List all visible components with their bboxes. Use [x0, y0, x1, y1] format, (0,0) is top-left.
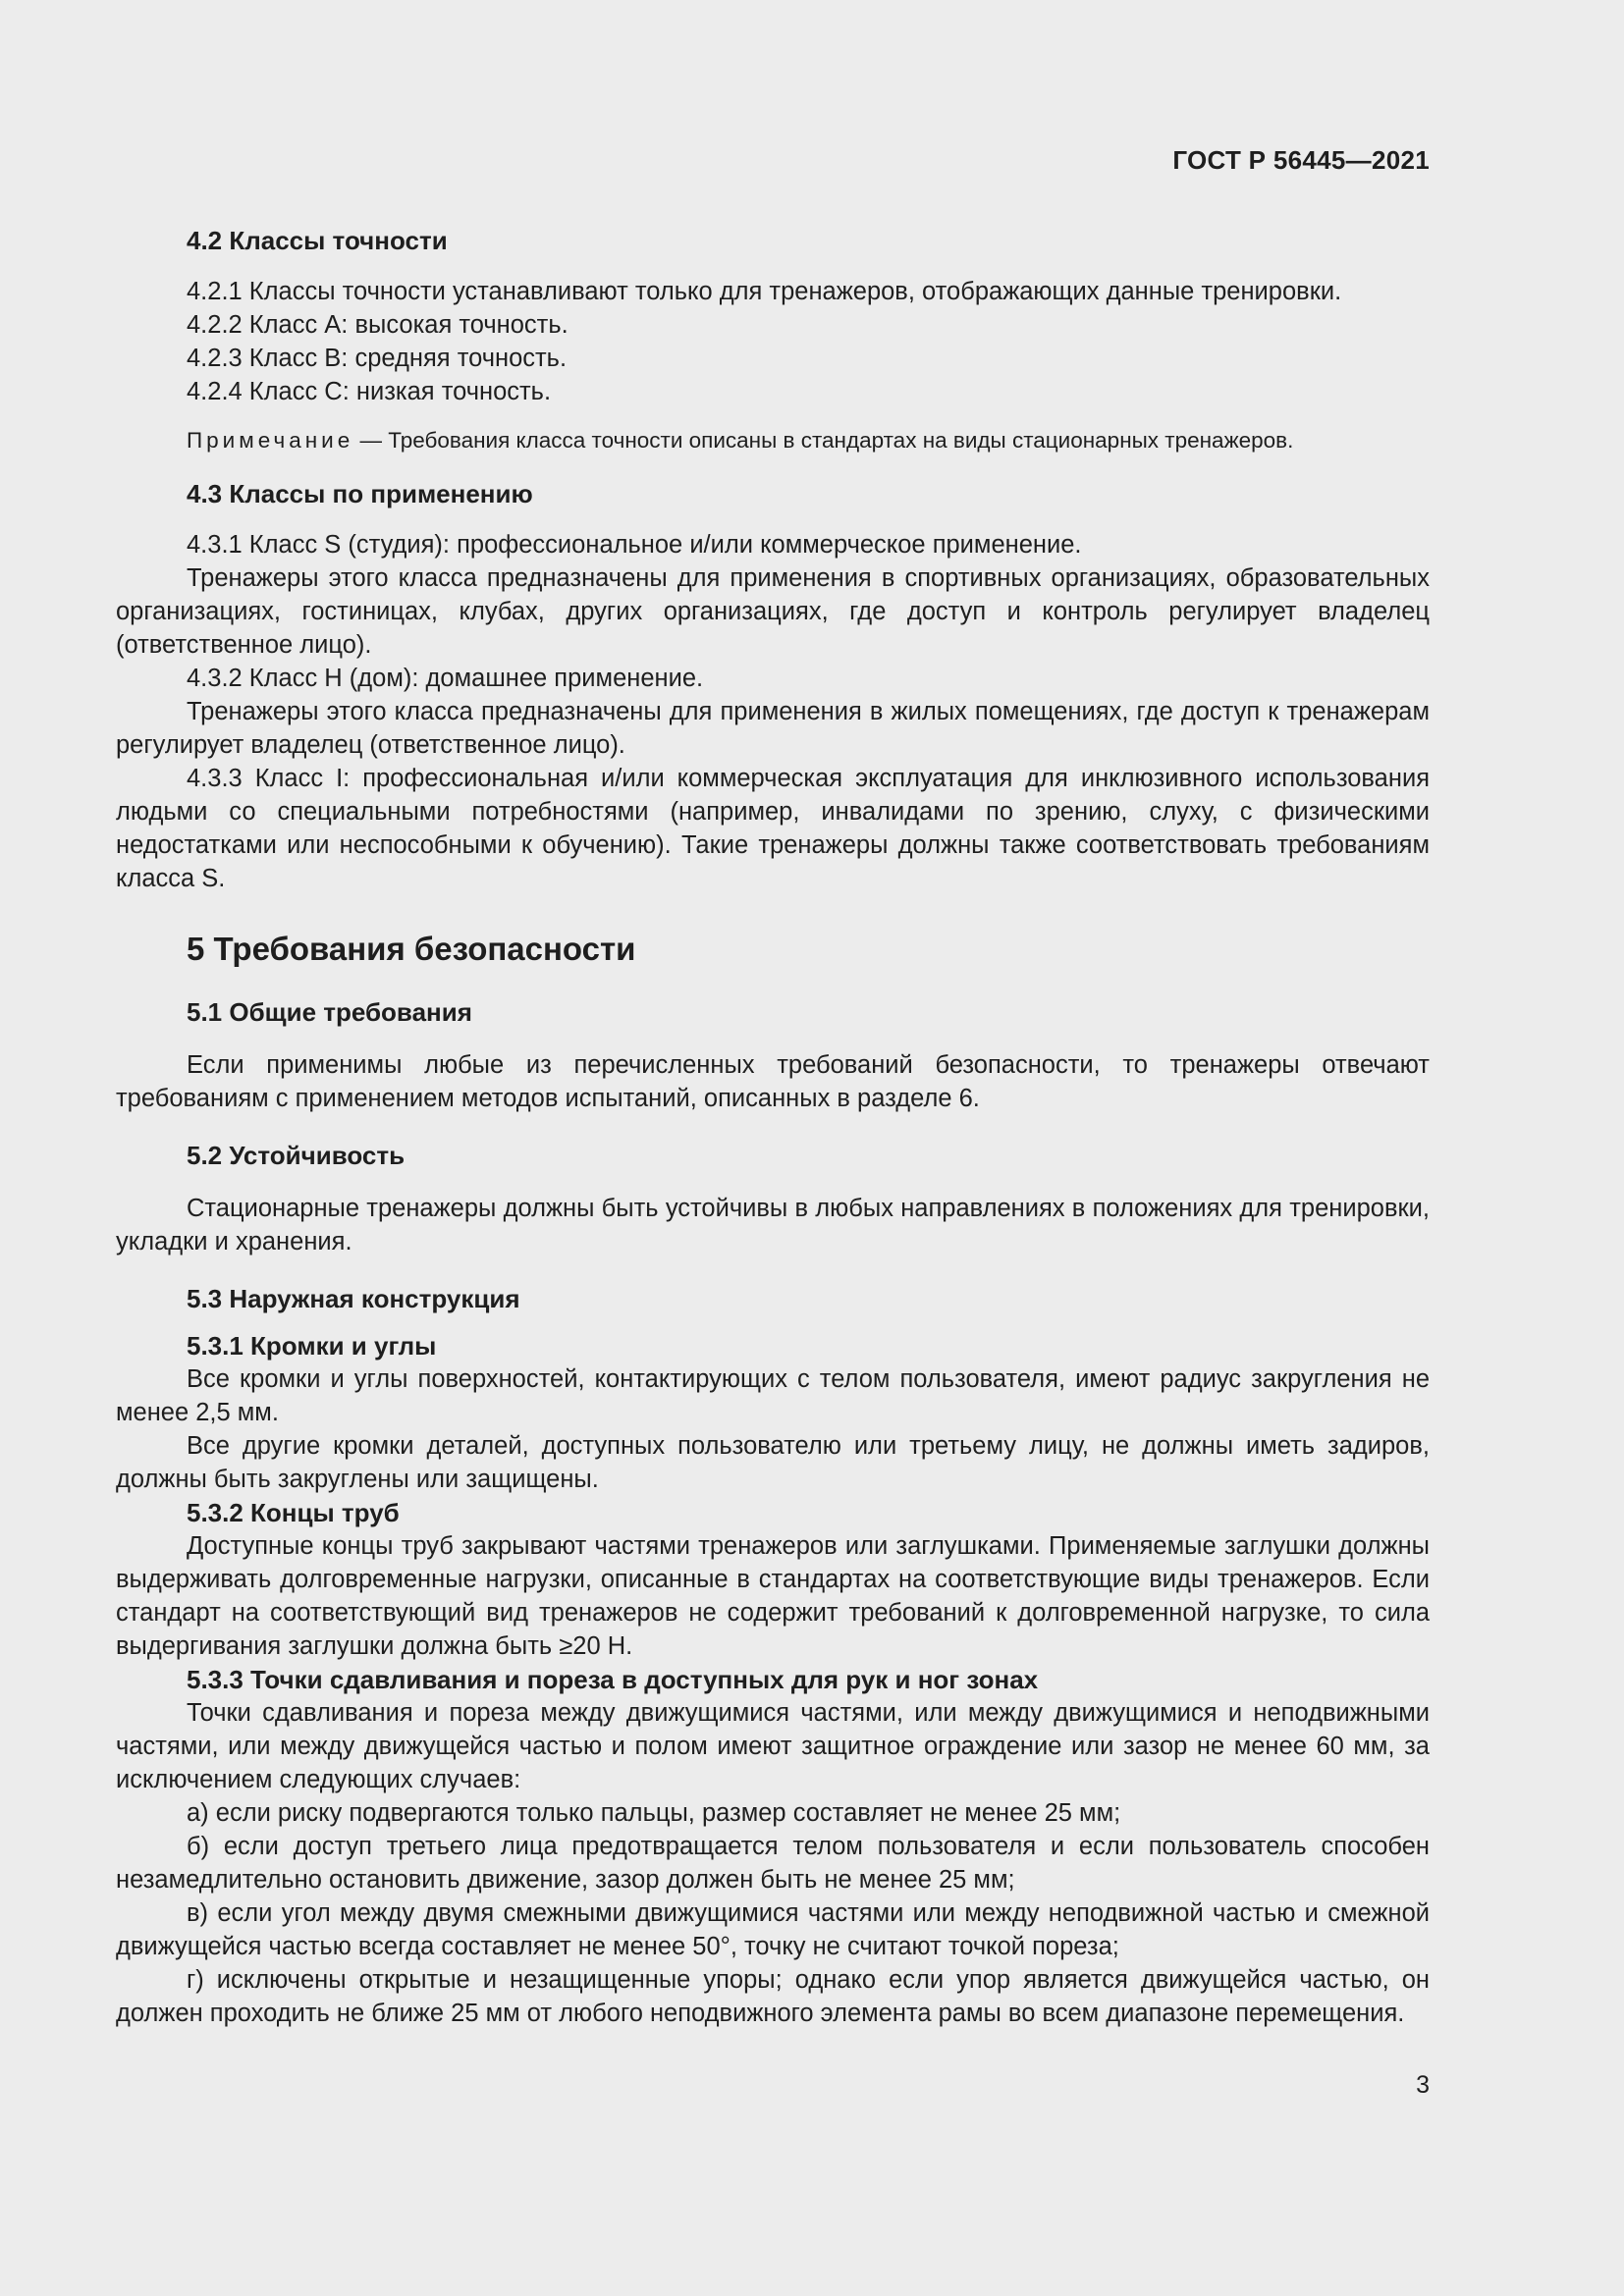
item-4-2-4: 4.2.4 Класс С: низкая точность. [187, 378, 552, 405]
section-4-2-items [116, 275, 1430, 408]
paragraph-5-1: Если применимы любые из перечисленных требований безопасности, то тренажеры отвечают требованиям с применением методов испытаний, описанных в разделе 6. [116, 1051, 1430, 1112]
item-4-2-2: 4.2.2 Класс А: высокая точность. [187, 311, 568, 339]
section-4-3-title: 4.3 Классы по применению [187, 479, 533, 508]
list-item-c: в) если угол между двумя смежными движущимися частями или между неподвижной частью и смежной движущейся частью всегда составляет не менее 50°, точку не считают точкой пореза; [116, 1899, 1430, 1960]
paragraph-4-3-3: 4.3.3 Класс I: профессиональная и/или коммерческая эксплуатация для инклюзивного использования людьми со специальными потребностями (например, инвалидами по зрению, слуху, с физическими недостатками или неспособными к обучению). Такие тренажеры должны также соответствовать требованиям класса S. [116, 765, 1430, 892]
section-5-3-3-title: 5.3.3 Точки сдавливания и пореза в доступных для рук и ног зонах [187, 1665, 1039, 1694]
section-5-2-title: 5.2 Устойчивость [187, 1141, 406, 1170]
paragraph-4-3-2: 4.3.2 Класс Н (дом): домашнее применение. [187, 665, 704, 692]
paragraph: Все кромки и углы поверхностей, контактирующих с телом пользователя, имеют радиус закругления не менее 2,5 мм. [116, 1365, 1430, 1426]
page-body [116, 137, 1430, 2030]
paragraph-5-2: Стационарные тренажеры должны быть устойчивы в любых направлениях в положениях для тренировки, укладки и хранения. [116, 1195, 1430, 1255]
note-text: — Требования класса точности описаны в стандартах на виды стационарных тренажеров. [353, 428, 1294, 453]
page-number: 3 [1416, 2071, 1430, 2099]
list-item-a: а) если риску подвергаются только пальцы, размер составляет не менее 25 мм; [187, 1799, 1121, 1827]
section-5-title: 5 Требования безопасности [187, 931, 636, 967]
section-5-3-title: 5.3 Наружная конструкция [187, 1284, 520, 1313]
list-item-b: б) если доступ третьего лица предотвращается телом пользователя и если пользователь способен незамедлительно остановить движение, зазор должен быть не менее 25 мм; [116, 1833, 1430, 1894]
document-code: ГОСТ Р 56445—2021 [1172, 145, 1430, 175]
item-4-2-3: 4.2.3 Класс В: средняя точность. [187, 345, 568, 372]
paragraph: Тренажеры этого класса предназначены для применения в жилых помещениях, где доступ к тренажерам регулирует владелец (ответственное лицо). [116, 698, 1430, 759]
section-5-3-2-title: 5.3.2 Концы труб [187, 1498, 400, 1527]
paragraph: Все другие кромки деталей, доступных пользователю или третьему лицу, не должны иметь задиров, должны быть закруглены или защищены. [116, 1432, 1430, 1493]
section-5-3-1-title: 5.3.1 Кромки и углы [187, 1331, 437, 1361]
paragraph: Тренажеры этого класса предназначены для применения в спортивных организациях, образовательных организациях, гостиницах, клубах, других организациях, где доступ и контроль регулирует владелец (ответственное лицо). [116, 564, 1430, 659]
section-5-1-title: 5.1 Общие требования [187, 997, 472, 1027]
item-4-2-1: 4.2.1 Классы точности устанавливают только для тренажеров, отображающих данные тренировки. [187, 278, 1342, 305]
note [116, 424, 1430, 457]
paragraph: Точки сдавливания и пореза между движущимися частями, или между движущимися и неподвижными частями, или между движущейся частью и полом имеют защитное ограждение или зазор не менее 60 мм, за исключением следующих случаев: [116, 1699, 1430, 1793]
paragraph-4-3-1: 4.3.1 Класс S (студия): профессиональное и/или коммерческое применение. [187, 531, 1082, 559]
paragraph: Доступные концы труб закрывают частями тренажеров или заглушками. Применяемые заглушки должны выдерживать долговременные нагрузки, описанные в стандартах на соответствующие виды тренажеров. Если стандарт на соответствующий вид тренажеров не содержит требований к долговременной нагрузке, то сила выдергивания заглушки должна быть ≥20 Н. [116, 1532, 1430, 1660]
note-label: Примечание [187, 428, 354, 453]
section-4-2-title: 4.2 Классы точности [187, 226, 448, 255]
list-item-d: г) исключены открытые и незащищенные упоры; однако если упор является движущейся частью, он должен проходить не ближе 25 мм от любого неподвижного элемента рамы во всем диапазоне перемещения. [116, 1966, 1430, 2027]
